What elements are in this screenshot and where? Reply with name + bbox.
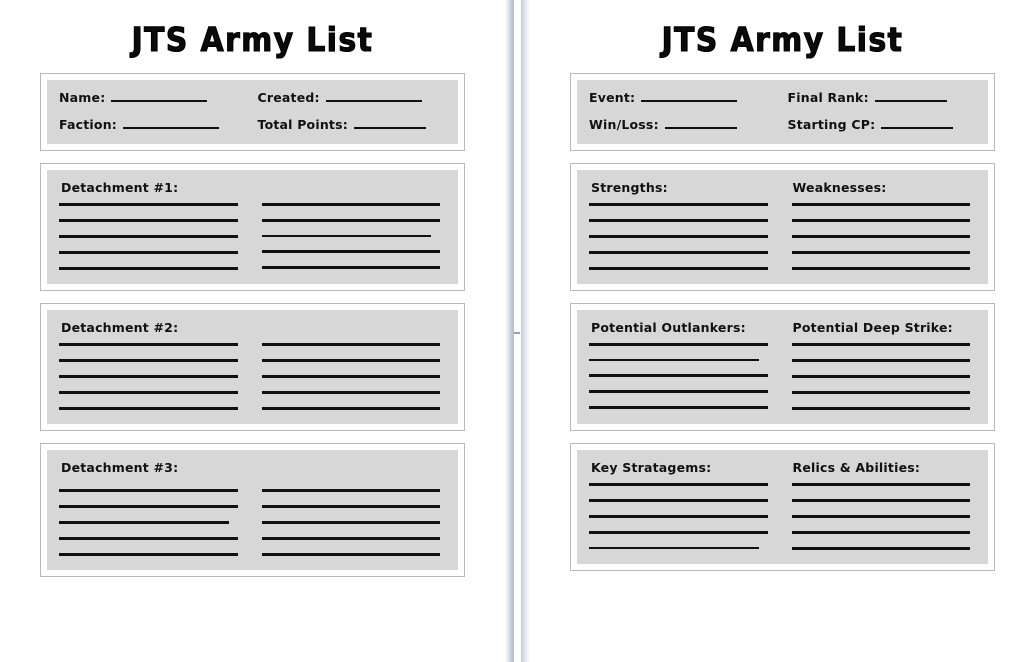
- write-line[interactable]: [792, 515, 971, 518]
- write-line[interactable]: [792, 407, 971, 410]
- field-win-loss: [589, 117, 778, 132]
- write-line[interactable]: [792, 219, 971, 222]
- field-win-loss-label: Win/Loss:: [589, 117, 659, 132]
- detachment-1-column-left: [59, 203, 244, 272]
- write-line[interactable]: [792, 343, 971, 346]
- write-line[interactable]: [792, 251, 971, 254]
- write-line[interactable]: [59, 375, 238, 378]
- field-created-label: Created:: [257, 90, 320, 105]
- field-created: [258, 90, 447, 105]
- write-line[interactable]: [262, 505, 441, 508]
- field-name-label: Name:: [59, 90, 106, 105]
- strengths-heading: Strengths:: [591, 180, 668, 195]
- potential-outlankers-heading: Potential Outlankers:: [591, 320, 746, 335]
- detachment-3-column-right: [262, 489, 447, 558]
- write-line[interactable]: [589, 343, 768, 346]
- write-line[interactable]: [59, 343, 238, 346]
- write-line[interactable]: [589, 235, 768, 238]
- write-line[interactable]: [59, 251, 238, 254]
- write-line[interactable]: [59, 235, 238, 238]
- write-line[interactable]: [792, 375, 971, 378]
- write-line[interactable]: [589, 390, 768, 393]
- write-line[interactable]: [59, 359, 238, 362]
- write-line[interactable]: [59, 391, 238, 394]
- write-line[interactable]: [792, 499, 971, 502]
- write-line[interactable]: [792, 391, 971, 394]
- field-faction-label: Faction:: [59, 117, 117, 132]
- field-final-rank: [788, 90, 977, 105]
- detachment-3-card: [40, 443, 465, 577]
- detachment-2-card-inner: [47, 310, 458, 424]
- field-final-rank-input[interactable]: [875, 100, 947, 102]
- potential-deployment-columns: [589, 343, 976, 412]
- potential-deployment-headings: [591, 320, 976, 335]
- spine-center: [514, 0, 520, 662]
- write-line[interactable]: [589, 515, 768, 518]
- detachment-2-heading: Detachment #2:: [61, 320, 179, 335]
- write-line[interactable]: [262, 235, 432, 237]
- strengths-weaknesses-card-inner: [577, 170, 988, 284]
- stratagems-relics-columns: [589, 483, 976, 552]
- field-total-points-label: Total Points:: [257, 117, 348, 132]
- write-line[interactable]: [792, 483, 971, 486]
- write-line[interactable]: [262, 553, 441, 556]
- detachment-3-column-left: [59, 489, 244, 558]
- write-line[interactable]: [262, 343, 441, 346]
- write-line[interactable]: [589, 483, 768, 486]
- detachment-2-columns: [59, 343, 446, 412]
- detachment-2-column-left: [59, 343, 244, 412]
- strengths-weaknesses-card: [570, 163, 995, 291]
- field-name-input[interactable]: [111, 100, 207, 102]
- write-line[interactable]: [792, 547, 971, 550]
- write-line[interactable]: [262, 391, 441, 394]
- write-line[interactable]: [589, 547, 759, 549]
- write-line[interactable]: [262, 266, 441, 269]
- field-faction: [59, 117, 248, 132]
- page-title-right: JTS Army List: [661, 20, 904, 59]
- potential-deployment-card-inner: [577, 310, 988, 424]
- detachment-1-card-inner: [47, 170, 458, 284]
- write-line[interactable]: [262, 219, 441, 222]
- field-total-points: [258, 117, 447, 132]
- write-line[interactable]: [59, 505, 238, 508]
- write-line[interactable]: [59, 521, 229, 524]
- stratagems-relics-card: [570, 443, 995, 571]
- right-page: [530, 0, 1035, 662]
- detachment-2-column-right: [262, 343, 447, 412]
- write-line[interactable]: [59, 553, 238, 556]
- detachment-1-card: [40, 163, 465, 291]
- stratagems-relics-card-inner: [577, 450, 988, 564]
- key-stratagems-heading: Key Stratagems:: [591, 460, 712, 475]
- strengths-column: [589, 203, 774, 272]
- detachment-3-columns: [59, 489, 446, 558]
- write-line[interactable]: [792, 531, 971, 534]
- field-total-points-input[interactable]: [354, 127, 426, 129]
- write-line[interactable]: [262, 407, 441, 410]
- write-line[interactable]: [792, 359, 971, 362]
- book-spine: [505, 0, 530, 662]
- field-created-input[interactable]: [326, 100, 422, 102]
- write-line[interactable]: [59, 537, 238, 540]
- write-line[interactable]: [589, 499, 768, 502]
- page-title-left: JTS Army List: [131, 20, 374, 59]
- detachment-3-card-inner: [47, 450, 458, 570]
- field-faction-input[interactable]: [123, 127, 219, 129]
- stratagems-relics-headings: [591, 460, 976, 475]
- field-name: [59, 90, 248, 105]
- detachment-1-heading: Detachment #1:: [61, 180, 179, 195]
- field-starting-cp: [788, 117, 977, 132]
- write-line[interactable]: [262, 537, 441, 540]
- potential-deep-strike-column: [792, 343, 977, 412]
- spine-shadow-right: [521, 0, 530, 662]
- event-info-card-inner: [577, 80, 988, 144]
- write-line[interactable]: [59, 267, 238, 270]
- weaknesses-heading: Weaknesses:: [792, 180, 887, 195]
- field-final-rank-label: Final Rank:: [787, 90, 869, 105]
- write-line[interactable]: [792, 267, 971, 270]
- spine-shadow-left: [505, 0, 514, 662]
- weaknesses-column: [792, 203, 977, 272]
- write-line[interactable]: [59, 407, 238, 410]
- write-line[interactable]: [262, 489, 441, 492]
- field-event-input[interactable]: [641, 100, 737, 102]
- write-line[interactable]: [589, 374, 768, 377]
- write-line[interactable]: [792, 235, 971, 238]
- write-line[interactable]: [792, 203, 971, 206]
- write-line[interactable]: [262, 375, 441, 378]
- potential-outlankers-column: [589, 343, 774, 412]
- write-line[interactable]: [589, 406, 768, 409]
- write-line[interactable]: [589, 531, 768, 534]
- relics-abilities-column: [792, 483, 977, 552]
- detachment-1-columns: [59, 203, 446, 272]
- field-event: [589, 90, 778, 105]
- spine-center-mark: [514, 332, 520, 334]
- detachment-1-column-right: [262, 203, 447, 272]
- detachment-3-heading: Detachment #3:: [61, 460, 179, 475]
- write-line[interactable]: [59, 203, 238, 206]
- write-line[interactable]: [589, 251, 768, 254]
- write-line[interactable]: [262, 203, 441, 206]
- write-line[interactable]: [589, 267, 768, 270]
- left-page: [0, 0, 505, 662]
- potential-deployment-card: [570, 303, 995, 431]
- write-line[interactable]: [262, 250, 441, 253]
- strengths-weaknesses-headings: [591, 180, 976, 195]
- army-info-card: [40, 73, 465, 151]
- army-info-card-inner: [47, 80, 458, 144]
- strengths-weaknesses-columns: [589, 203, 976, 272]
- write-line[interactable]: [262, 521, 441, 524]
- event-info-card: [570, 73, 995, 151]
- write-line[interactable]: [59, 219, 238, 222]
- army-info-grid: [59, 90, 446, 132]
- potential-deep-strike-heading: Potential Deep Strike:: [792, 320, 953, 335]
- event-info-grid: [589, 90, 976, 132]
- field-win-loss-input[interactable]: [665, 127, 737, 129]
- write-line[interactable]: [589, 359, 759, 361]
- write-line[interactable]: [589, 219, 768, 222]
- write-line[interactable]: [589, 203, 768, 206]
- field-starting-cp-label: Starting CP:: [787, 117, 876, 132]
- field-starting-cp-input[interactable]: [881, 127, 953, 129]
- detachment-2-card: [40, 303, 465, 431]
- write-line[interactable]: [59, 489, 238, 492]
- field-event-label: Event:: [589, 90, 636, 105]
- write-line[interactable]: [262, 359, 441, 362]
- relics-abilities-heading: Relics & Abilities:: [792, 460, 921, 475]
- key-stratagems-column: [589, 483, 774, 552]
